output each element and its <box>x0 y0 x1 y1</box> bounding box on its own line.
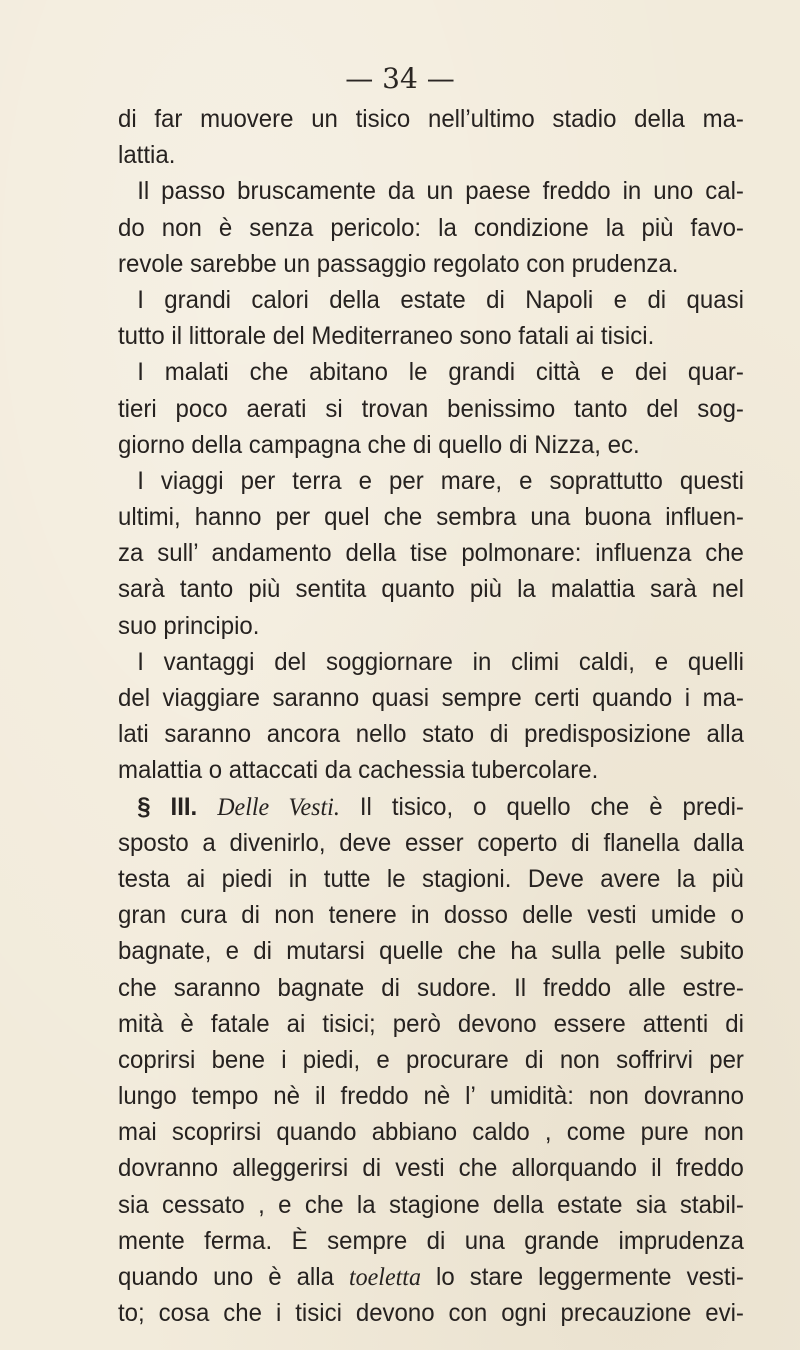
text-line: za sull’ andamento della tise polmonare: influenza che <box>118 539 744 568</box>
text-line: mente ferma. È sempre di una grande imprudenza <box>118 1226 744 1255</box>
text-line: tutto il littorale del Mediterraneo sono fatali ai tisici. <box>118 322 655 351</box>
text-line: malattia o attaccati da cachessia tubercolare. <box>118 756 599 785</box>
text-line: sarà tanto più sentita quanto più la malattia sarà nel <box>118 575 744 604</box>
text-line: giorno della campagna che di quello di Nizza, ec. <box>118 430 640 459</box>
toeletta-word: toeletta <box>348 1264 421 1291</box>
text-line: bagnate, e di mutarsi quelle che ha sulla pelle subito <box>118 937 744 966</box>
text-line: ultimi, hanno per quel che sembra una buona influen- <box>118 503 744 532</box>
text-line: I vantaggi del soggiornare in climi caldi, e quelli <box>137 647 744 676</box>
toeletta-line-before: quando uno è alla <box>118 1263 349 1291</box>
text-line: Il passo bruscamente da un paese freddo in uno cal- <box>137 177 744 206</box>
page-body-text <box>118 101 744 1331</box>
text-line: sia cessato , e che la stagione della estate sia stabil- <box>118 1190 744 1219</box>
text-line: testa ai piedi in tutte le stagioni. Deve avere la più <box>118 864 744 893</box>
text-line: I viaggi per terra e per mare, e soprattutto questi <box>137 466 744 495</box>
text-line: mità è fatale ai tisici; però devono essere attenti di <box>118 1009 744 1038</box>
text-line: che saranno bagnate di sudore. Il freddo alle estre- <box>118 973 744 1002</box>
text-line: tieri poco aerati si trovan benissimo tanto del sog- <box>118 394 744 423</box>
section-title: Delle Vesti. <box>217 793 340 821</box>
text-line: di far muovere un tisico nell’ultimo stadio della ma- <box>118 105 744 133</box>
text-line: suo principio. <box>118 611 260 640</box>
final-text-line: to; cosa che i tisici devono con ogni precauzione evi- <box>118 1299 744 1328</box>
page-number: — 34 — <box>345 62 455 95</box>
text-line: I malati che abitano le grandi città e dei quar- <box>137 358 744 387</box>
text-line: coprirsi bene i piedi, e procurare di non soffrirvi per <box>118 1045 744 1074</box>
text-line: dovranno alleggerirsi di vesti che allorquando il freddo <box>118 1154 744 1183</box>
text-line: gran cura di non tenere in dosso delle vesti umide o <box>118 901 744 930</box>
toeletta-line-after: lo stare leggermente vesti- <box>420 1263 744 1291</box>
toeletta-line <box>118 1259 744 1295</box>
text-line: do non è senza pericolo: la condizione la più favo- <box>118 213 744 242</box>
text-line: mai scoprirsi quando abbiano caldo , come pure non <box>118 1118 744 1147</box>
text-line: del viaggiare saranno quasi sempre certi quando i ma- <box>118 684 744 712</box>
section-heading-line <box>118 789 744 825</box>
text-line: lati saranno ancora nello stato di predisposizione alla <box>118 720 744 749</box>
section-first-line-text: Il tisico, o quello che è predi- <box>359 792 744 821</box>
text-line: lungo tempo nè il freddo nè l’ umidità: non dovranno <box>118 1082 744 1111</box>
text-line: sposto a divenirlo, deve esser coperto di flanella dalla <box>118 828 744 857</box>
text-line: I grandi calori della estate di Napoli e di quasi <box>137 285 744 314</box>
section-mark: § III. <box>137 792 198 821</box>
text-line: lattia. <box>118 141 176 170</box>
text-line: revole sarebbe un passaggio regolato con prudenza. <box>118 249 679 278</box>
